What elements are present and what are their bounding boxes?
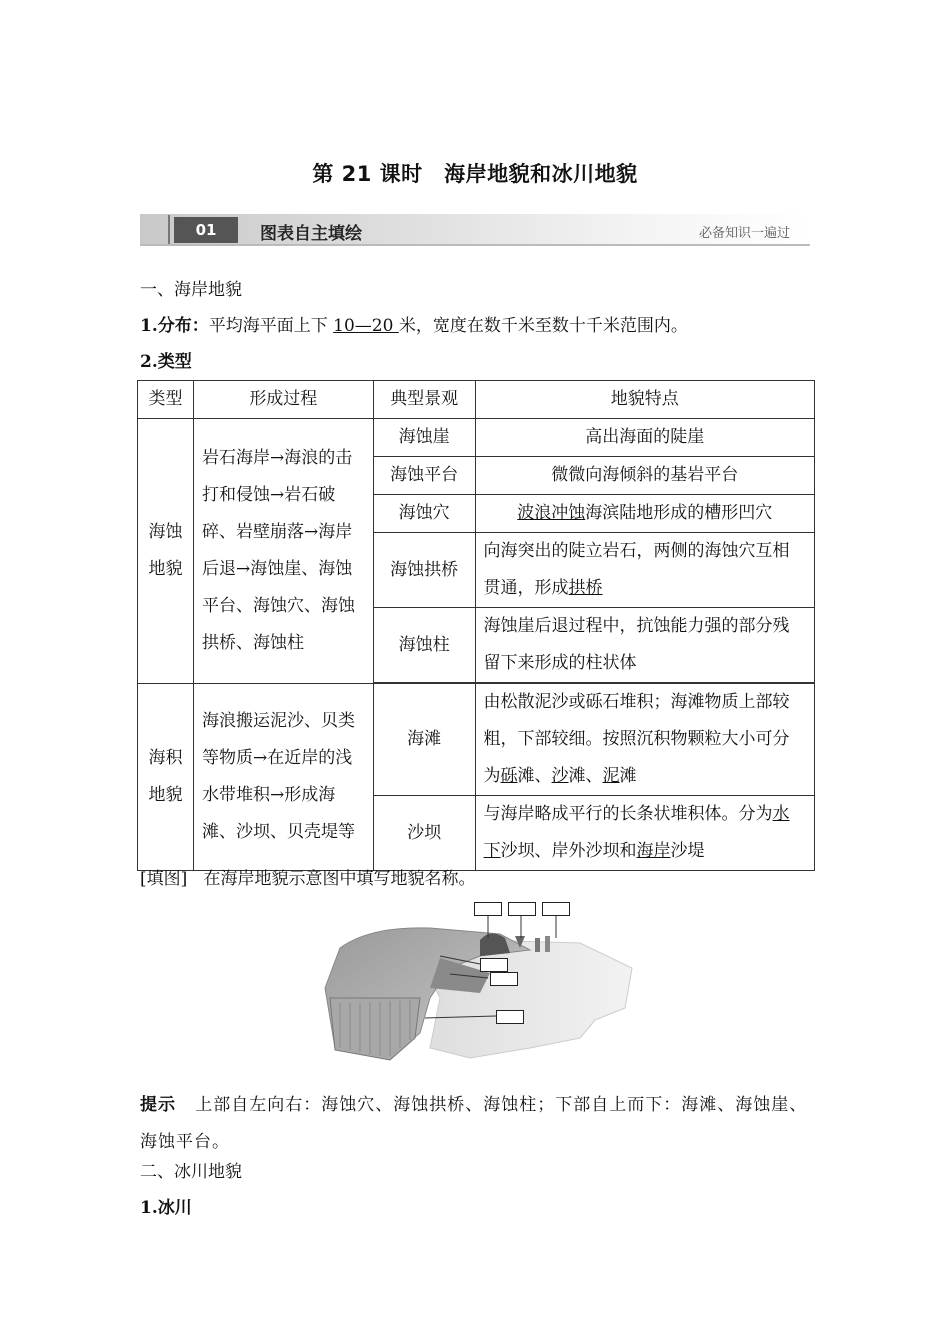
table-header-row <box>138 381 815 419</box>
header-cell: 形成过程 <box>193 381 373 419</box>
banner-right-text: 必备知识一遍过 <box>698 226 790 241</box>
feature-cell: 微微向海倾斜的基岩平台 <box>475 457 814 495</box>
coast-diagram <box>320 898 640 1068</box>
hint-paragraph: 提示 上部自左向右：海蚀穴、海蚀拱桥、海蚀柱；下部自上而下：海滩、海蚀崖、海蚀平台。 <box>140 1095 808 1152</box>
section-heading-glacier: 二、冰川地貌 <box>140 1162 242 1182</box>
page-title: 第 21 课时 海岸地貌和冰川地貌 <box>312 162 638 186</box>
feature-cell: 与海岸略成平行的长条状堆积体。分为水下沙坝、岸外沙坝和海岸沙堤 <box>475 796 814 871</box>
process-cell-deposition: 海浪搬运泥沙、贝类等物质→在近岸的浅水带堆积→形成海滩、沙坝、贝壳堤等 <box>193 684 373 871</box>
fill-box[interactable] <box>542 902 570 916</box>
fill-box[interactable] <box>480 958 508 972</box>
landscape-cell: 海蚀穴 <box>373 495 475 533</box>
landscape-cell: 海蚀平台 <box>373 457 475 495</box>
landscape-cell: 海蚀崖 <box>373 419 475 457</box>
landform-table <box>137 380 815 871</box>
fill-box[interactable] <box>508 902 536 916</box>
fill-box[interactable] <box>490 972 518 986</box>
landscape-cell: 沙坝 <box>373 796 475 871</box>
distribution-blank: 10—20 <box>333 316 399 336</box>
glacier-heading: 1.冰川 <box>140 1198 192 1218</box>
table-row <box>138 419 815 457</box>
feature-cell: 由松散泥沙或砾石堆积；海滩物质上部较粗，下部较细。按照沉积物颗粒大小可分为砾滩、沙滩、泥滩 <box>475 684 814 796</box>
section-heading-coast: 一、海岸地貌 <box>140 280 242 300</box>
header-cell: 类型 <box>138 381 194 419</box>
feature-cell: 海蚀崖后退过程中，抗蚀能力强的部分残留下来形成的柱状体 <box>475 608 814 683</box>
header-cell: 典型景观 <box>373 381 475 419</box>
landscape-cell: 海蚀柱 <box>373 608 475 683</box>
fill-box[interactable] <box>474 902 502 916</box>
table-row <box>138 684 815 796</box>
landscape-cell: 海蚀拱桥 <box>373 533 475 608</box>
process-cell-erosion: 岩石海岸→海浪的击打和侵蚀→岩石破碎、岩壁崩落→海岸后退→海蚀崖、海蚀平台、海蚀穴、海蚀拱桥、海蚀柱 <box>193 419 373 684</box>
feature-cell: 波浪冲蚀海滨陆地形成的槽形凹穴 <box>475 495 814 533</box>
fill-instruction: [填图] 在海岸地貌示意图中填写地貌名称。 <box>140 869 476 889</box>
feature-cell: 向海突出的陡立岩石，两侧的海蚀穴互相贯通，形成拱桥 <box>475 533 814 608</box>
feature-cell: 高出海面的陡崖 <box>475 419 814 457</box>
section-banner <box>140 214 810 246</box>
landscape-cell: 海滩 <box>373 684 475 796</box>
distribution-line: 1.分布：平均海平面上下 10—20 米，宽度在数千米至数十千米范围内。 <box>140 316 688 336</box>
type-cell-erosion: 海蚀地貌 <box>138 419 194 684</box>
banner-label: 图表自主填绘 <box>260 224 362 244</box>
type-cell-deposition: 海积地貌 <box>138 684 194 871</box>
header-cell: 地貌特点 <box>475 381 814 419</box>
banner-number: 01 <box>174 217 238 243</box>
fill-box[interactable] <box>496 1010 524 1024</box>
types-heading: 2.类型 <box>140 352 192 372</box>
